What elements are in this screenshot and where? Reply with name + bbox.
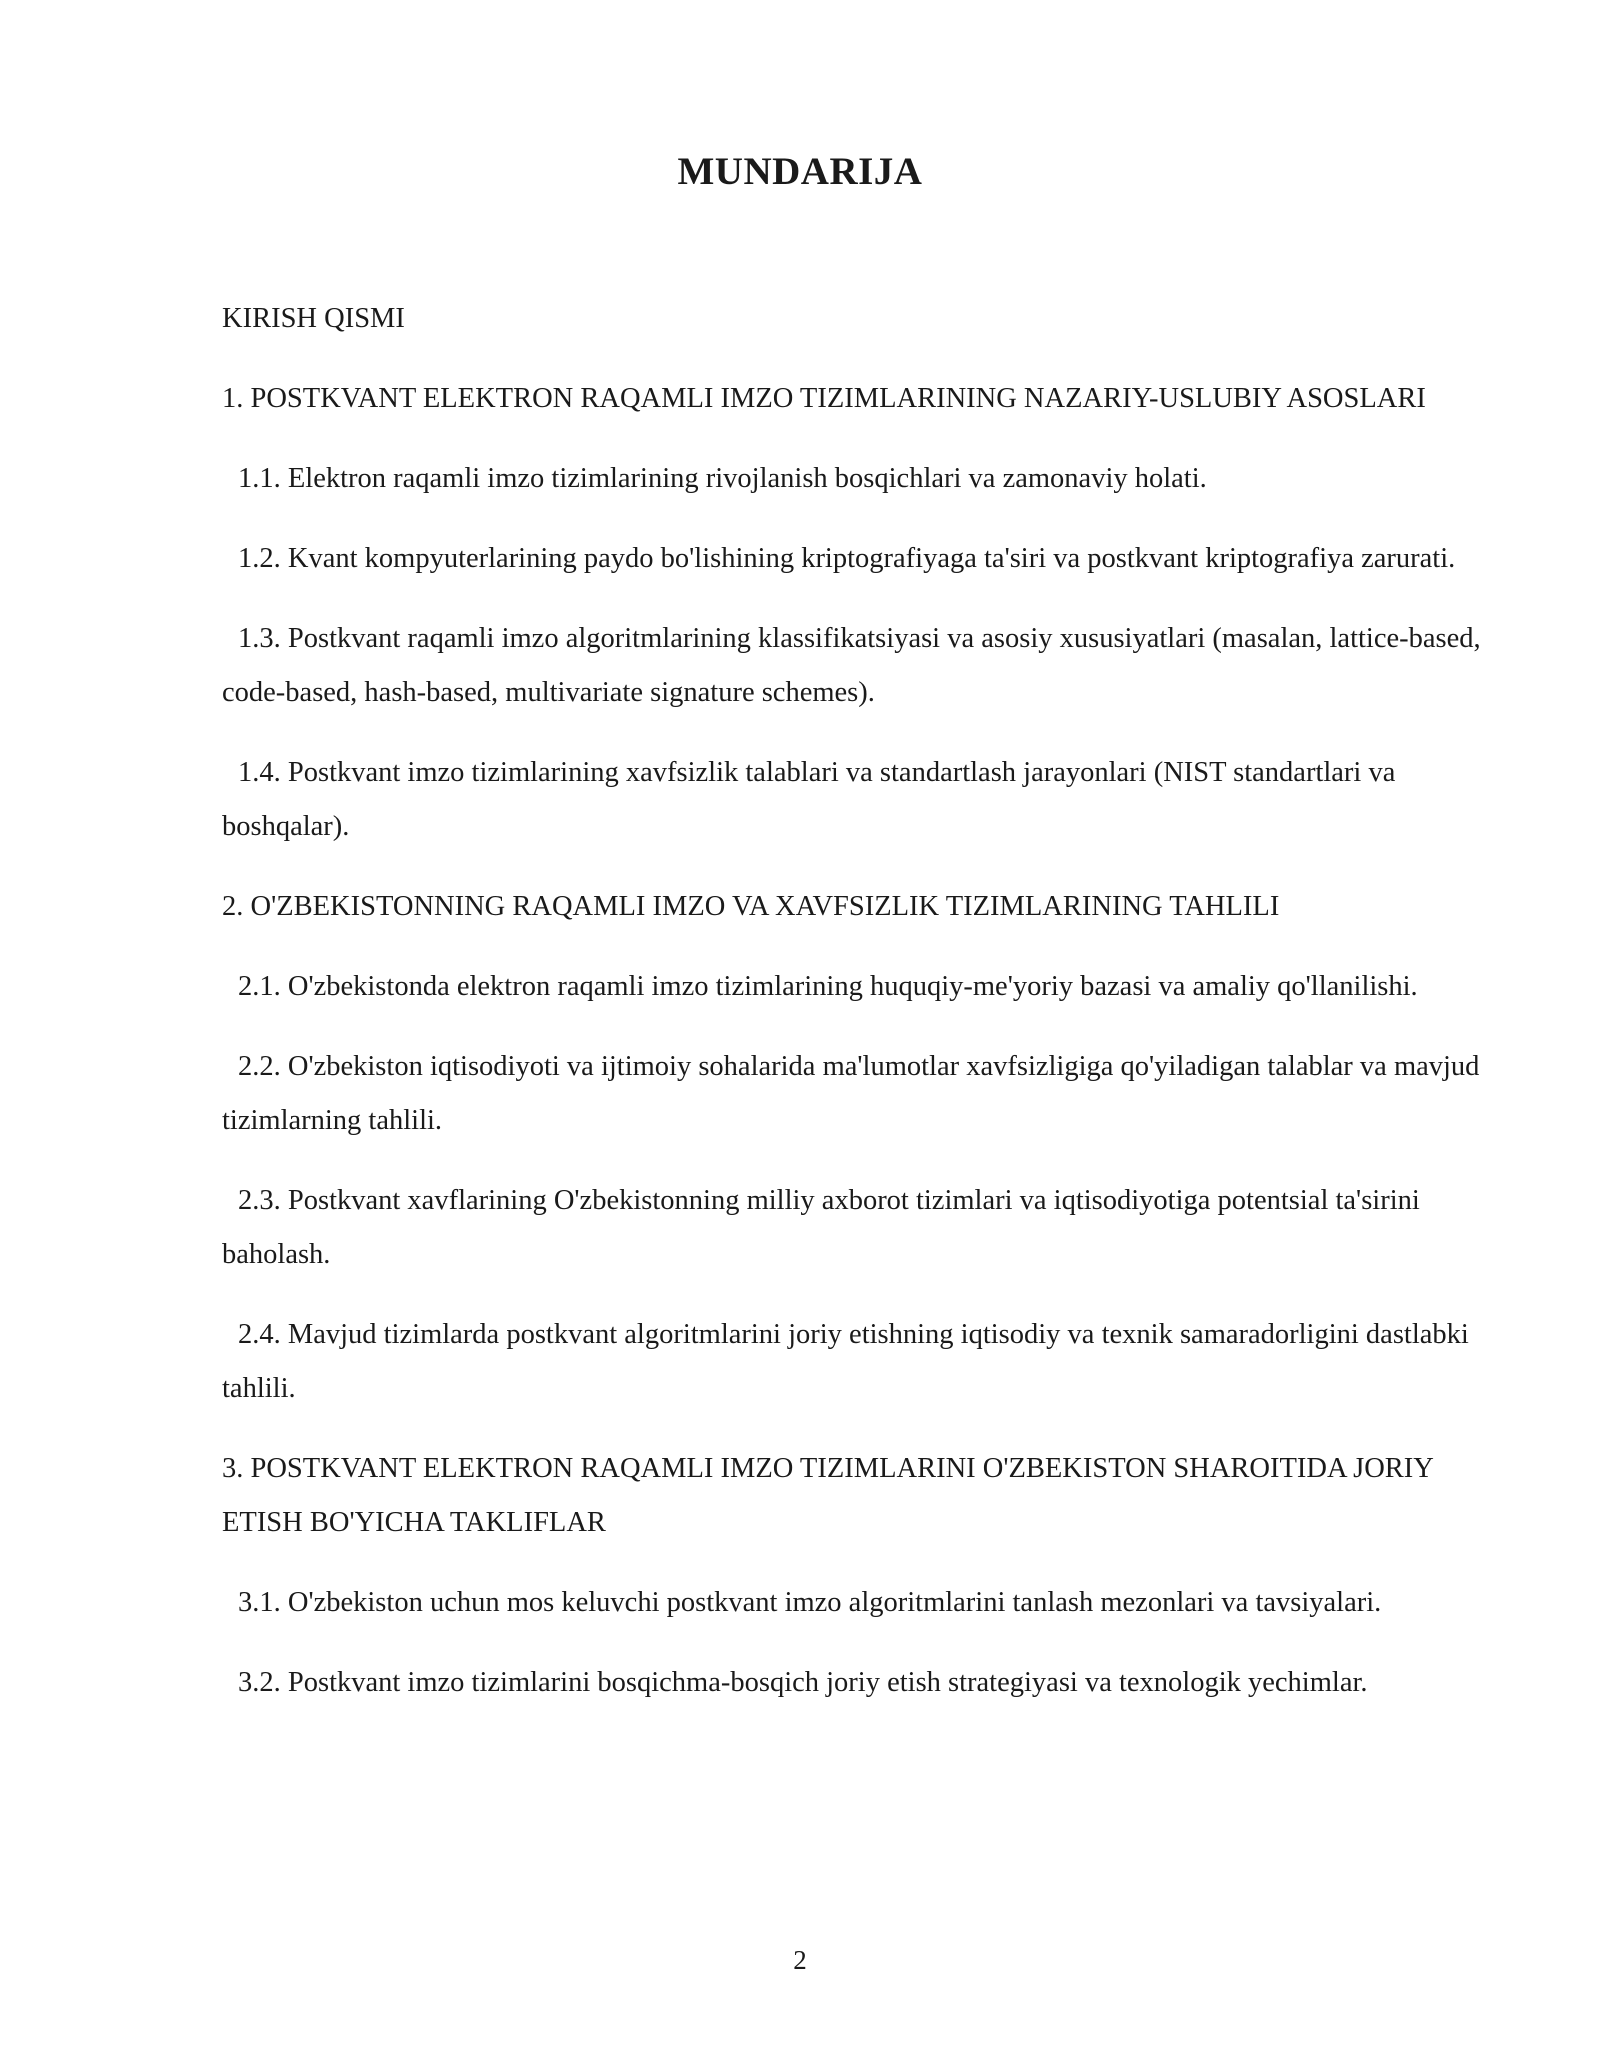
page-title: MUNDARIJA [677, 150, 923, 193]
toc-entry-section-1-4: 1.4. Postkvant imzo tizimlarining xavfsizlik talablari va standartlash jarayonlari (NIST standartlari va boshqalar). [222, 757, 1396, 842]
table-of-contents [222, 292, 1490, 1736]
toc-entry-section-3-2: 3.2. Postkvant imzo tizimlarini bosqichma-bosqich joriy etish strategiyasi va texnologik yechimlar. [238, 1667, 1368, 1698]
toc-entry-section-3-1: 3.1. O'zbekiston uchun mos keluvchi postkvant imzo algoritmlarini tanlash mezonlari va tavsiyalari. [238, 1587, 1382, 1618]
page-number: 2 [793, 1945, 807, 1975]
toc-entry-section-2-4: 2.4. Mavjud tizimlarda postkvant algoritmlarini joriy etishning iqtisodiy va texnik samaradorligini dastlabki tahlili. [222, 1319, 1469, 1404]
toc-entry-section-2-2: 2.2. O'zbekiston iqtisodiyoti va ijtimoiy sohalarida ma'lumotlar xavfsizligiga qo'yiladigan talablar va mavjud tizimlarning tahlili. [222, 1051, 1480, 1136]
toc-entry-section-1-2: 1.2. Kvant kompyuterlarining paydo bo'lishining kriptografiyaga ta'siri va postkvant kriptografiya zarurati. [238, 543, 1456, 574]
toc-entry-chapter-3: 3. POSTKVANT ELEKTRON RAQAMLI IMZO TIZIMLARINI O'ZBEKISTON SHAROITIDA JORIY ETISH BO'YICHA TAKLIFLAR [222, 1453, 1433, 1538]
toc-entry-chapter-1: 1. POSTKVANT ELEKTRON RAQAMLI IMZO TIZIMLARINING NAZARIY-USLUBIY ASOSLARI [222, 383, 1426, 414]
toc-entry-section-1-3: 1.3. Postkvant raqamli imzo algoritmlarining klassifikatsiyasi va asosiy xususiyatlari (masalan, lattice-based, code-based, hash-based, multivariate signature schemes). [222, 623, 1481, 708]
toc-entry-intro: KIRISH QISMI [222, 303, 405, 334]
toc-entry-section-2-1: 2.1. O'zbekistonda elektron raqamli imzo tizimlarining huquqiy-me'yoriy bazasi va amaliy qo'llanilishi. [238, 971, 1418, 1002]
toc-entry-chapter-2: 2. O'ZBEKISTONNING RAQAMLI IMZO VA XAVFSIZLIK TIZIMLARINING TAHLILI [222, 891, 1280, 922]
toc-entry-section-2-3: 2.3. Postkvant xavflarining O'zbekistonning milliy axborot tizimlari va iqtisodiyotiga potentsial ta'sirini baholash. [222, 1185, 1420, 1270]
toc-entry-section-1-1: 1.1. Elektron raqamli imzo tizimlarining rivojlanish bosqichlari va zamonaviy holati. [238, 463, 1207, 494]
